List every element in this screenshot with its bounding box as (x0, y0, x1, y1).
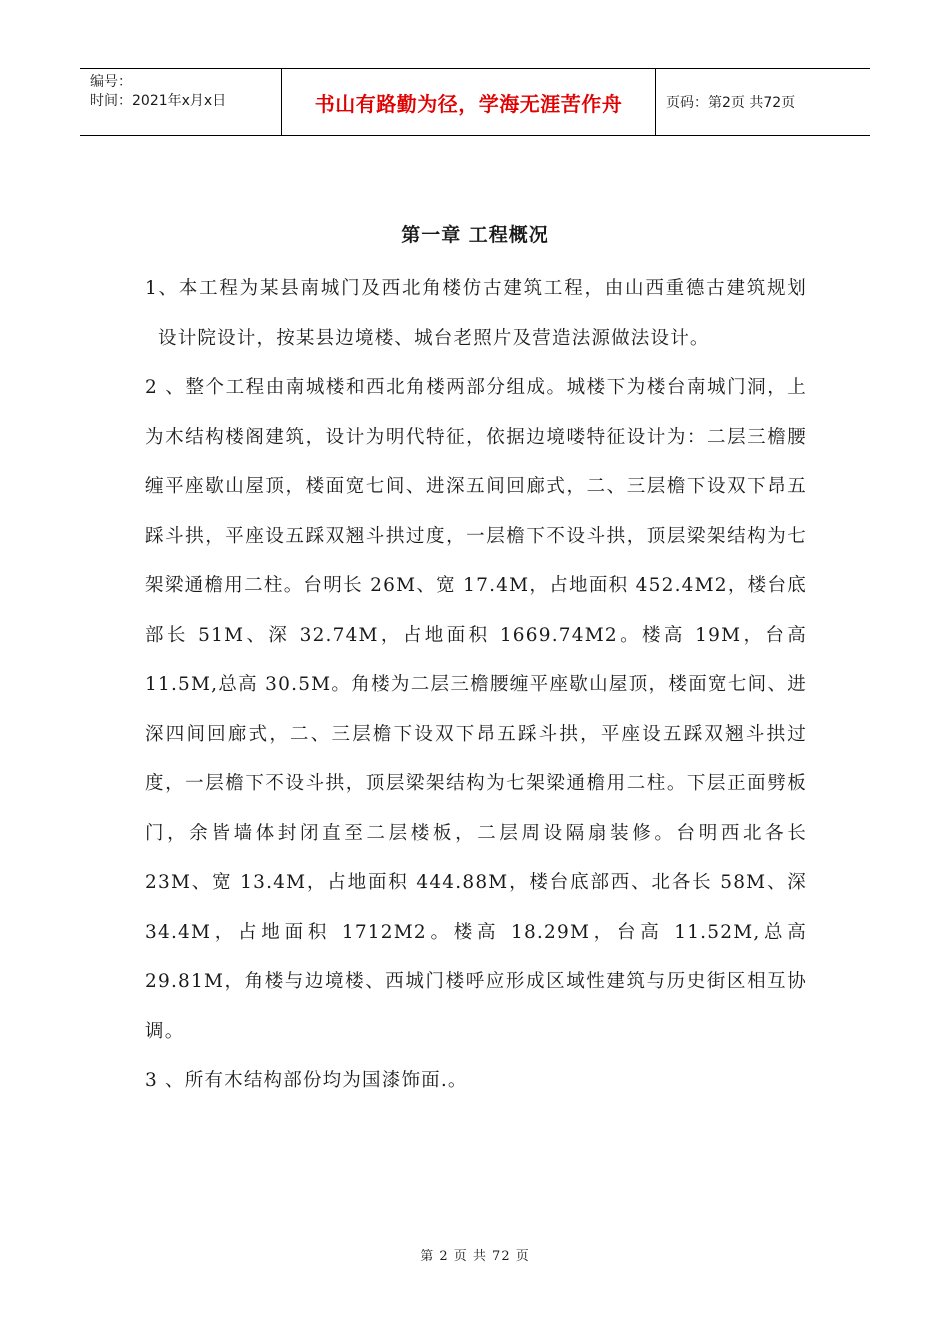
document-date: 时间：2021年x月x日 (90, 93, 227, 109)
chapter-title: 第一章 工程概况 (401, 224, 549, 246)
document-body (145, 264, 807, 1106)
header-meta (80, 69, 282, 135)
document-number-label: 编号： (90, 74, 132, 90)
header-motto: 书山有路勤为径，学海无涯苦作舟 (282, 69, 656, 135)
header-page-info: 页码：第2页 共72页 (666, 95, 796, 111)
page-footer: 第 2 页 共 72 页 (420, 1249, 530, 1264)
paragraph-2: 2 、整个工程由南城楼和西北角楼两部分组成。城楼下为楼台南城门洞，上为木结构楼阁建筑，设计为明代特征，依据边境喽特征设计为：二层三檐腰缠平座歇山屋顶，楼面宽七间、进深五间回廊式，二、三层檐下设双下昂五踩斗拱，平座设五踩双翘斗拱过度，一层檐下不设斗拱，顶层梁架结构为七架梁通檐用二柱。台明长 26M、宽 17.4M，占地面积 452.4M2，楼台底部长 51M、深 32.74M，占地面积 1669.74M2。楼高 19M，台高 11.5M,总高 30.5M。角楼为二层三檐腰缠平座歇山屋顶，楼面宽七间、进深四间回廊式，二、三层檐下设双下昂五踩斗拱，平座设五踩双翘斗拱过度，一层檐下不设斗拱，顶层梁架结构为七架梁通檐用二柱。下层正面劈板门，余皆墙体封闭直至二层楼板，二层周设隔扇装修。台明西北各长 23M、宽 13.4M，占地面积 444.88M，楼台底部西、北各长 58M、深 34.4M，占地面积 1712M2。楼高 18.29M，台高 11.52M,总高 29.81M，角楼与边境楼、西城门楼呼应形成区域性建筑与历史街区相互协调。 (145, 377, 807, 1042)
page-header (80, 68, 870, 136)
paragraph-1: 1、本工程为某县南城门及西北角楼仿古建筑工程，由山西重德古建筑规划设计院设计，按某县边境楼、城台老照片及营造法源做法设计。 (145, 278, 807, 349)
paragraph-3: 3 、所有木结构部份均为国漆饰面.。 (145, 1070, 468, 1091)
